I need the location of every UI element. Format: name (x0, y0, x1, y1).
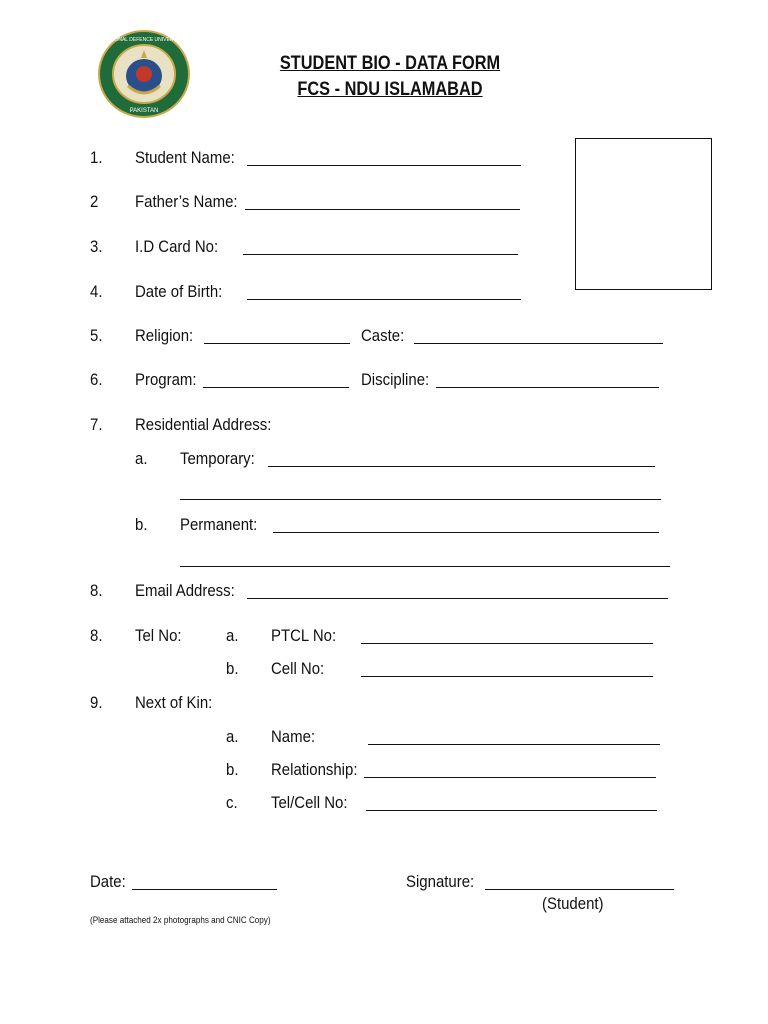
caste-field[interactable] (414, 343, 663, 344)
cell-field[interactable] (361, 676, 653, 677)
kin-relationship-label: Relationship: (271, 760, 358, 779)
signature-field[interactable] (485, 889, 674, 890)
form-subtitle: FCS - NDU ISLAMABAD (297, 79, 483, 100)
permanent-address-field[interactable] (273, 532, 659, 533)
student-caption: (Student) (542, 894, 604, 913)
sub-letter: b. (226, 760, 239, 779)
religion-field[interactable] (204, 343, 350, 344)
sub-letter: a. (135, 449, 148, 468)
date-field[interactable] (132, 889, 277, 890)
permanent-address-label: Permanent: (180, 515, 258, 534)
attachment-note: (Please attached 2x photographs and CNIC Copy) (90, 915, 271, 925)
student-name-field[interactable] (247, 165, 521, 166)
ptcl-field[interactable] (361, 643, 653, 644)
discipline-label: Discipline: (361, 370, 430, 389)
sub-letter: c. (226, 793, 238, 812)
next-of-kin-label: Next of Kin: (135, 693, 213, 712)
item-number: 8. (90, 626, 103, 645)
student-name-label: Student Name: (135, 148, 235, 167)
signature-label: Signature: (406, 872, 475, 891)
temporary-address-field[interactable] (268, 466, 655, 467)
item-number: 1. (90, 148, 103, 167)
cell-label: Cell No: (271, 659, 325, 678)
photo-box[interactable] (575, 138, 712, 290)
program-field[interactable] (203, 387, 349, 388)
id-card-label: I.D Card No: (135, 237, 219, 256)
father-name-label: Father’s Name: (135, 192, 238, 211)
dob-field[interactable] (247, 299, 521, 300)
date-label: Date: (90, 872, 126, 891)
item-number: 6. (90, 370, 103, 389)
sub-letter: a. (226, 727, 239, 746)
ptcl-label: PTCL No: (271, 626, 337, 645)
item-number: 4. (90, 282, 103, 301)
logo-bottom-text: PAKISTAN (129, 108, 159, 114)
logo-top-text: NATIONAL DEFENCE UNIVERSITY (103, 37, 185, 43)
temporary-address-label: Temporary: (180, 449, 255, 468)
kin-relationship-field[interactable] (364, 777, 656, 778)
item-number: 9. (90, 693, 103, 712)
item-number: 8. (90, 581, 103, 600)
sub-letter: b. (226, 659, 239, 678)
program-label: Program: (135, 370, 197, 389)
kin-name-label: Name: (271, 727, 316, 746)
permanent-address-field-2[interactable] (180, 566, 670, 567)
religion-label: Religion: (135, 326, 194, 345)
sub-letter: a. (226, 626, 239, 645)
item-number: 5. (90, 326, 103, 345)
dob-label: Date of Birth: (135, 282, 223, 301)
discipline-field[interactable] (436, 387, 659, 388)
kin-name-field[interactable] (368, 744, 660, 745)
item-number: 2 (90, 192, 99, 211)
temporary-address-field-2[interactable] (180, 499, 661, 500)
kin-tel-field[interactable] (366, 810, 657, 811)
email-label: Email Address: (135, 581, 235, 600)
kin-tel-label: Tel/Cell No: (271, 793, 348, 812)
residential-address-label: Residential Address: (135, 415, 272, 434)
id-card-field[interactable] (243, 254, 518, 255)
ndu-logo (98, 30, 190, 118)
item-number: 7. (90, 415, 103, 434)
email-field[interactable] (247, 598, 668, 599)
sub-letter: b. (135, 515, 148, 534)
form-title: STUDENT BIO - DATA FORM (279, 53, 501, 74)
tel-label: Tel No: (135, 626, 182, 645)
caste-label: Caste: (361, 326, 405, 345)
item-number: 3. (90, 237, 103, 256)
father-name-field[interactable] (245, 209, 520, 210)
